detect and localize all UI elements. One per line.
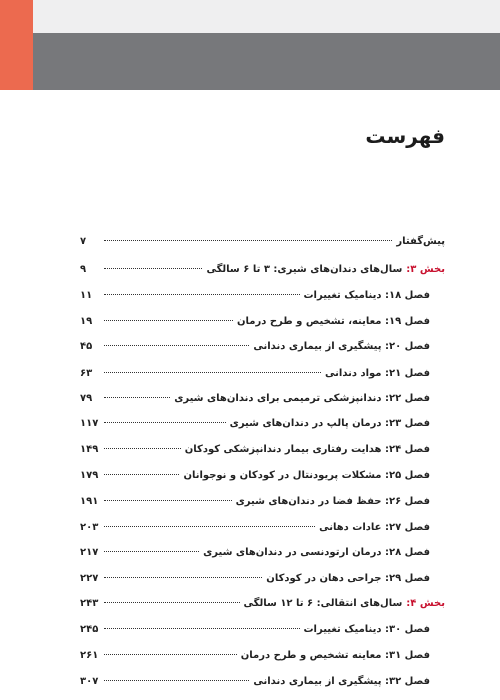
toc-dot-leader — [104, 551, 199, 552]
toc-dot-leader — [104, 628, 300, 629]
toc-page-number: ۷ — [80, 236, 87, 247]
toc-dot-leader — [104, 294, 300, 295]
toc-entry-title: فصل ۱۹: معاینه، تشخیص و طرح درمان — [236, 316, 430, 327]
toc-part-entry[interactable] — [80, 594, 445, 614]
toc-chapter-entry[interactable] — [80, 646, 430, 666]
toc-chapter-entry[interactable] — [80, 569, 430, 589]
toc-chapter-entry[interactable] — [80, 337, 430, 357]
toc-dot-leader — [104, 268, 202, 269]
toc-chapter-entry[interactable] — [80, 466, 430, 486]
toc-page-number: ۱۱۷ — [80, 418, 99, 429]
toc-page-number: ۱۷۹ — [80, 470, 99, 481]
toc-entry-title: فصل ۲۰: پیشگیری از بیماری دندانی — [253, 341, 430, 352]
toc-dot-leader — [104, 320, 233, 321]
toc-preface-entry[interactable] — [80, 232, 445, 252]
toc-chapter-entry[interactable] — [80, 543, 430, 563]
toc-entry-title: فصل ۲۷: عادات دهانی — [319, 522, 430, 533]
toc-page-number: ۴۵ — [80, 341, 93, 352]
toc-entry-title: فصل ۲۲: دندانپزشکی ترمیمی برای دندان‌های شیری — [174, 393, 430, 404]
toc-page-number: ۷۹ — [80, 393, 93, 404]
toc-dot-leader — [104, 372, 321, 373]
toc-page-number: ۶۳ — [80, 368, 93, 379]
toc-chapter-entry[interactable] — [80, 364, 430, 384]
toc-page-number: ۲۲۷ — [80, 573, 99, 584]
toc-dot-leader — [104, 474, 179, 475]
toc-entry-title: پیش‌گفتار — [396, 236, 445, 247]
toc-chapter-entry[interactable] — [80, 518, 430, 538]
toc-entry-title: فصل ۳۱: معاینه تشخیص و طرح درمان — [240, 650, 430, 661]
toc-dot-leader — [104, 422, 226, 423]
toc-page-number: ۹ — [80, 264, 87, 275]
toc-entry-title: فصل ۳۰: دینامیک تغییرات — [303, 624, 430, 635]
toc-chapter-entry[interactable] — [80, 492, 430, 512]
toc-dot-leader — [104, 240, 392, 241]
toc-entry-title: فصل ۲۱: مواد دندانی — [325, 368, 430, 379]
toc-chapter-entry[interactable] — [80, 414, 430, 434]
toc-page-number: ۱۴۹ — [80, 444, 99, 455]
toc-page-number: ۱۹۱ — [80, 496, 99, 507]
toc-part-label: بخش ۳: — [406, 264, 445, 275]
toc-dot-leader — [104, 680, 249, 681]
toc-entry-title: سال‌های انتقالی: ۶ تا ۱۲ سالگی — [243, 598, 403, 609]
toc-page-number: ۲۱۷ — [80, 547, 99, 558]
toc-chapter-entry[interactable] — [80, 440, 430, 460]
toc-dot-leader — [104, 654, 237, 655]
toc-entry-title: فصل ۲۸: درمان ارتودنسی در دندان‌های شیری — [203, 547, 430, 558]
toc-dot-leader — [104, 448, 181, 449]
page-title: فهرست — [365, 124, 445, 148]
toc-entry-title: فصل ۱۸: دینامیک تغییرات — [303, 290, 430, 301]
toc-page-number: ۲۶۱ — [80, 650, 99, 661]
toc-dot-leader — [104, 577, 262, 578]
toc-entry-title: سال‌های دندان‌های شیری: ۳ تا ۶ سالگی — [206, 264, 403, 275]
toc-chapter-entry[interactable] — [80, 286, 430, 306]
toc-part-label: بخش ۴: — [406, 598, 445, 609]
toc-chapter-entry[interactable] — [80, 312, 430, 332]
toc-dot-leader — [104, 345, 249, 346]
toc-chapter-entry[interactable] — [80, 389, 430, 409]
toc-entry-title: فصل ۲۴: هدایت رفتاری بیمار دندانپزشکی کودکان — [184, 444, 430, 455]
toc-page-number: ۲۴۵ — [80, 624, 99, 635]
toc-part-entry[interactable] — [80, 260, 445, 280]
toc-page-number: ۲۰۳ — [80, 522, 99, 533]
toc-entry-title: فصل ۲۳: درمان پالپ در دندان‌های شیری — [229, 418, 430, 429]
toc-page-number: ۱۹ — [80, 316, 93, 327]
toc-chapter-entry[interactable] — [80, 672, 430, 692]
toc-entry-title: فصل ۲۵: مشکلات پریودنتال در کودکان و نوجوانان — [183, 470, 430, 481]
toc-page-number: ۱۱ — [80, 290, 93, 301]
toc-dot-leader — [104, 526, 315, 527]
toc-page-number: ۳۰۷ — [80, 676, 99, 687]
toc-page-number: ۲۴۳ — [80, 598, 99, 609]
toc-dot-leader — [104, 500, 232, 501]
toc-entry-title: فصل ۲۶: حفظ فضا در دندان‌های شیری — [235, 496, 430, 507]
toc-entry-title: فصل ۲۹: جراحی دهان در کودکان — [266, 573, 430, 584]
toc-dot-leader — [104, 602, 240, 603]
toc-entry-title: فصل ۳۲: پیشگیری از بیماری دندانی — [253, 676, 430, 687]
toc-dot-leader — [104, 397, 170, 398]
toc-chapter-entry[interactable] — [80, 620, 430, 640]
